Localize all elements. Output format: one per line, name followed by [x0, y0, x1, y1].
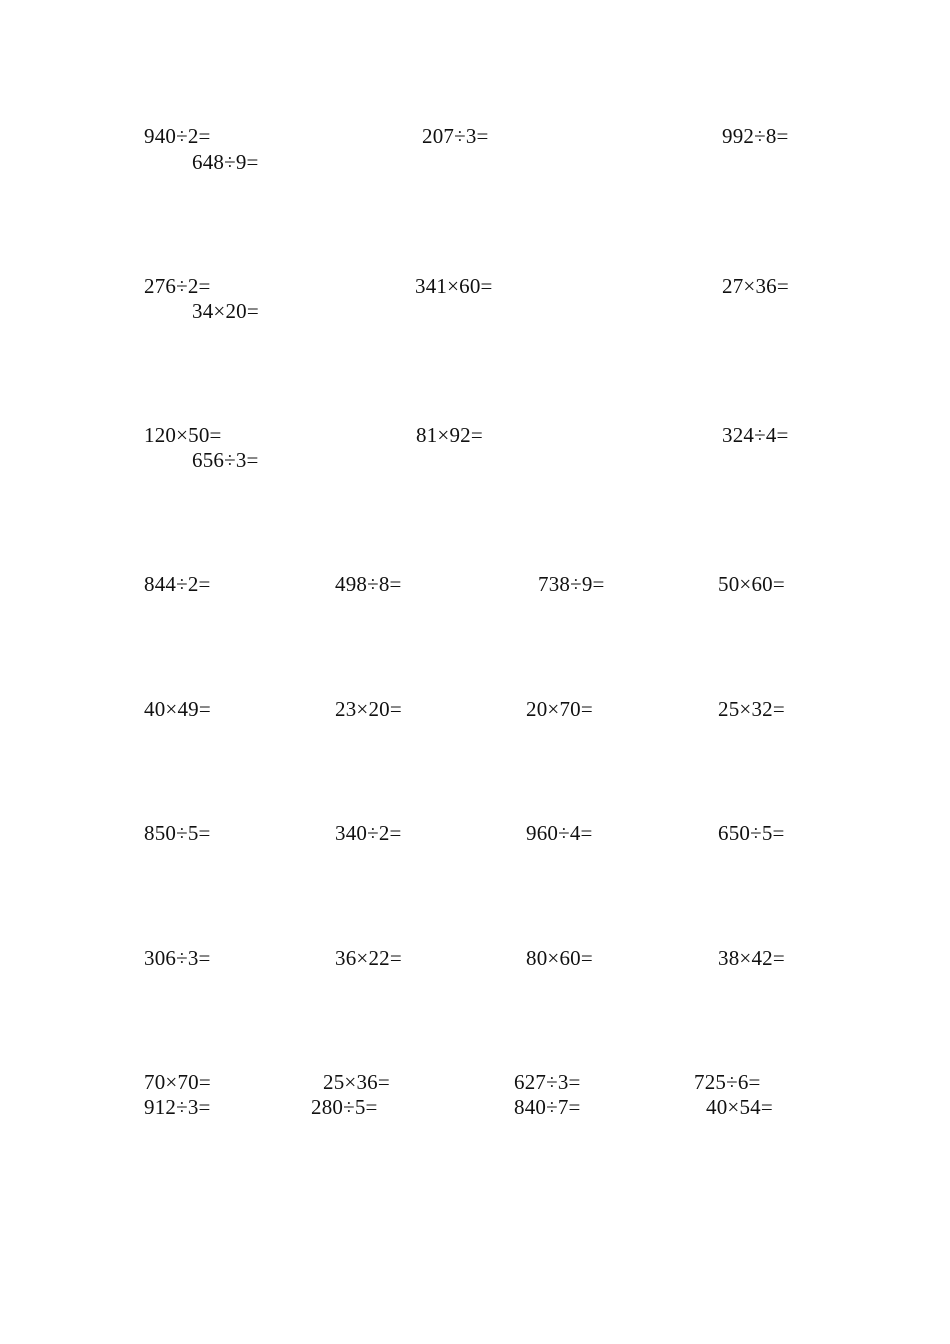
problem: 50×60= — [718, 572, 785, 596]
problem: 850÷5= — [144, 821, 211, 845]
problem: 25×36= — [323, 1070, 390, 1094]
problem: 40×49= — [144, 697, 211, 721]
problem: 20×70= — [526, 697, 593, 721]
problem: 81×92= — [416, 423, 483, 447]
problem: 40×54= — [706, 1095, 773, 1119]
problem: 70×70= — [144, 1070, 211, 1094]
problem: 627÷3= — [514, 1070, 581, 1094]
problem: 960÷4= — [526, 821, 593, 845]
problem: 992÷8= — [722, 124, 789, 148]
problem: 120×50= — [144, 423, 222, 447]
problem: 648÷9= — [192, 150, 259, 174]
problem: 23×20= — [335, 697, 402, 721]
problem: 912÷3= — [144, 1095, 211, 1119]
problem: 498÷8= — [335, 572, 402, 596]
problem: 324÷4= — [722, 423, 789, 447]
problem: 340÷2= — [335, 821, 402, 845]
problem: 280÷5= — [311, 1095, 378, 1119]
problem: 341×60= — [415, 274, 493, 298]
problem: 306÷3= — [144, 946, 211, 970]
problem: 738÷9= — [538, 572, 605, 596]
problem: 725÷6= — [694, 1070, 761, 1094]
problem: 840÷7= — [514, 1095, 581, 1119]
problem: 656÷3= — [192, 448, 259, 472]
problem: 940÷2= — [144, 124, 211, 148]
problem: 207÷3= — [422, 124, 489, 148]
problem: 25×32= — [718, 697, 785, 721]
problem: 80×60= — [526, 946, 593, 970]
problem: 27×36= — [722, 274, 789, 298]
problem: 844÷2= — [144, 572, 211, 596]
problem: 650÷5= — [718, 821, 785, 845]
problem: 276÷2= — [144, 274, 211, 298]
problem: 34×20= — [192, 299, 259, 323]
problem: 38×42= — [718, 946, 785, 970]
problem: 36×22= — [335, 946, 402, 970]
